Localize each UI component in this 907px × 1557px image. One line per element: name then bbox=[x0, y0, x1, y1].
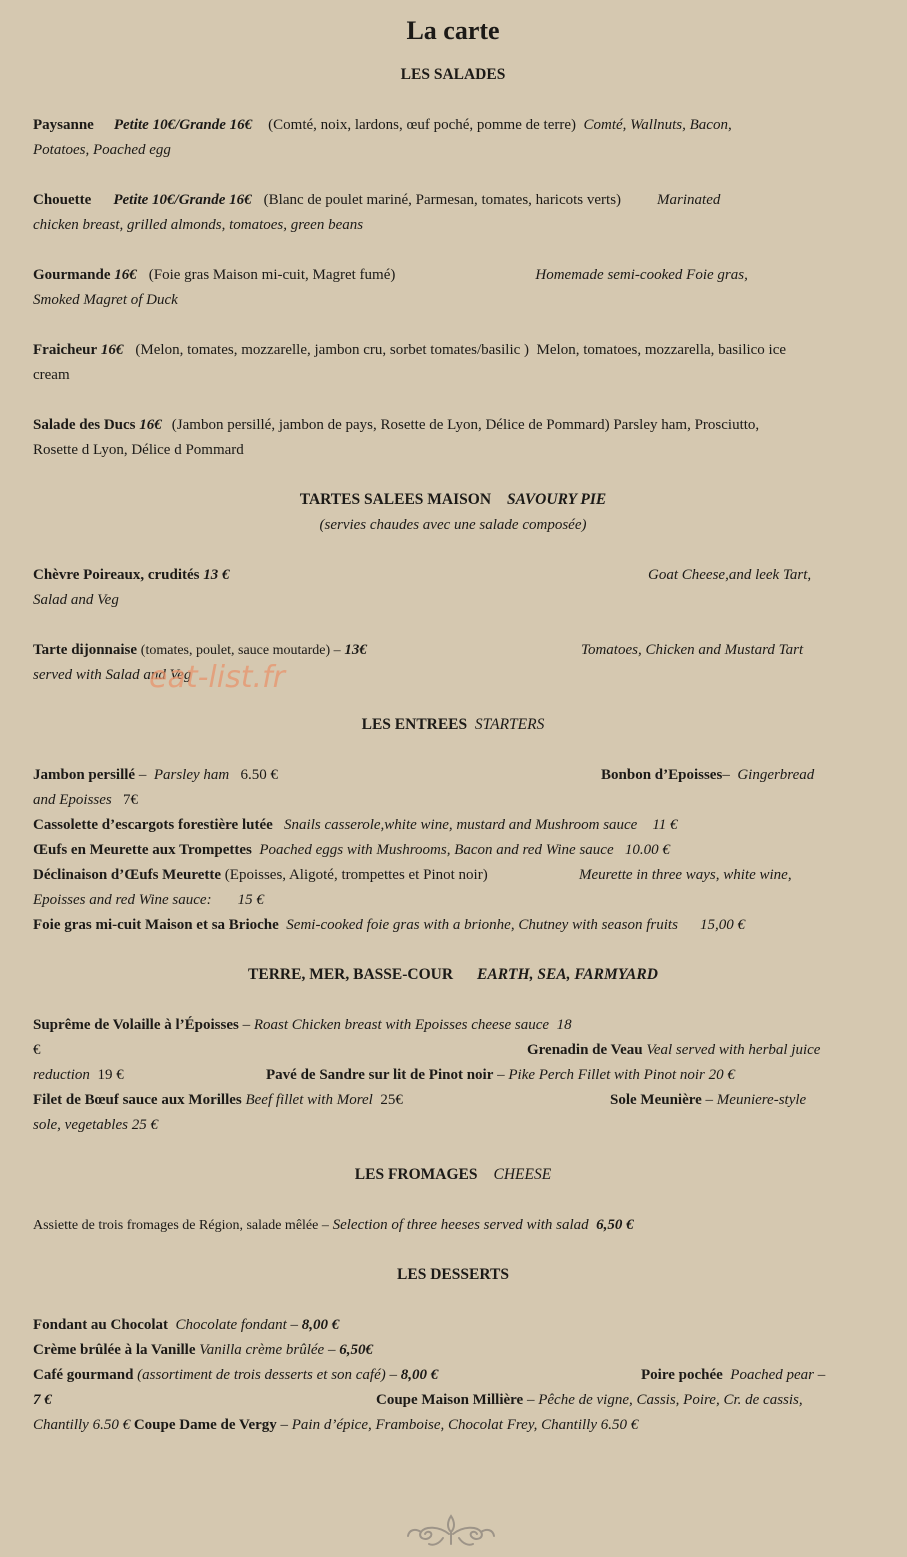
flourish-ornament-icon bbox=[405, 1510, 497, 1550]
menu-item-poire-pochee: Poire pochée Poached pear – bbox=[641, 1367, 826, 1383]
section-heading-tartes: TARTES SALEES MAISON SAVOURY PIE bbox=[299, 491, 607, 508]
menu-item-cafe-gourmand: Café gourmand (assortiment de trois desserts et son café) – 8,00 € Poire pochée Poached pear – bbox=[33, 1363, 868, 1388]
menu-item-line: and Epoisses 7€ bbox=[33, 792, 138, 808]
menu-item-coupe-dame-vergy: Chantilly 6.50 € Coupe Dame de Vergy – Pain d’épice, Framboise, Chocolat Frey, Chantilly 6.50 € bbox=[33, 1417, 639, 1433]
menu-item-creme-brulee: Crème brûlée à la Vanille Vanilla crème brûlée – 6,50€ bbox=[33, 1342, 373, 1358]
menu-item-pave-sandre: reduction 19 € Pavé de Sandre sur lit de Pinot noir – Pike Perch Fillet with Pinot noir 20 € bbox=[33, 1067, 735, 1083]
menu-item-paysanne: Paysanne Petite 10€/Grande 16€ (Comté, noix, lardons, œuf poché, pomme de terre) Comté, Wallnuts, Bacon, Potatoes, Poached egg bbox=[33, 117, 732, 158]
section-heading-entrees: LES ENTREES STARTERS bbox=[361, 716, 545, 733]
menu-item-foie-gras: Foie gras mi-cuit Maison et sa Brioche Semi-cooked foie gras with a brionhe, Chutney with season fruits 15,00 € bbox=[33, 917, 745, 933]
page-title: La carte bbox=[406, 16, 500, 45]
section-heading-salades: LES SALADES bbox=[400, 66, 506, 83]
section-heading-terre-mer: TERRE, MER, BASSE-COUR EARTH, SEA, FARMYARD bbox=[248, 966, 658, 983]
menu-item-cassolette: Cassolette d’escargots forestière lutée Snails casserole,white wine, mustard and Mushroom sauce 11 € bbox=[33, 817, 678, 833]
menu-item-oeufs-meurette: Œufs en Meurette aux Trompettes Poached eggs with Mushrooms, Bacon and red Wine sauce 10.00 € bbox=[33, 842, 670, 858]
menu-item-chevre-poireaux: Chèvre Poireaux, crudités 13 € Goat Cheese,and leek Tart, Salad and Veg bbox=[33, 567, 812, 608]
menu-item-jambon-persille: Jambon persillé – Parsley ham 6.50 € Bonbon d’Epoisses– Gingerbread bbox=[33, 763, 868, 788]
menu-item-coupe-milliere: 7 € Coupe Maison Millière – Pêche de vigne, Cassis, Poire, Cr. de cassis, bbox=[33, 1392, 803, 1408]
menu-item-line: Epoisses and red Wine sauce: 15 € bbox=[33, 892, 264, 908]
menu-item-supreme-volaille: Suprême de Volaille à l’Époisses – Roast Chicken breast with Epoisses cheese sauce 18 bbox=[33, 1017, 572, 1033]
watermark: eat-list.fr bbox=[149, 660, 285, 695]
menu-item-tarte-dijonnaise: Tarte dijonnaise (tomates, poulet, sauce moutarde) – 13€ Tomatoes, Chicken and Mustard Tart served with Salad and Veg bbox=[33, 642, 804, 683]
menu-item-filet-boeuf: Filet de Bœuf sauce aux Morilles Beef fillet with Morel 25€ Sole Meunière – Meuniere-style bbox=[33, 1088, 868, 1113]
menu-item-grenadin-veau: € Grenadin de Veau Veal served with herbal juice bbox=[33, 1042, 821, 1058]
menu-item-bonbon-epoisses: Bonbon d’Epoisses– Gingerbread bbox=[601, 767, 815, 783]
menu-item-chouette: Chouette Petite 10€/Grande 16€ (Blanc de poulet mariné, Parmesan, tomates, haricots verts) Marinated chicken breast, grilled almonds, tomatoes, green beans bbox=[33, 192, 721, 233]
section-heading-fromages: LES FROMAGES CHEESE bbox=[354, 1166, 552, 1183]
menu-item-gourmande: Gourmande 16€ (Foie gras Maison mi-cuit, Magret fumé) Homemade semi-cooked Foie gras, Smoked Magret of Duck bbox=[33, 267, 748, 308]
menu-item-salade-des-ducs: Salade des Ducs 16€ (Jambon persillé, jambon de pays, Rosette de Lyon, Délice de Pommard) Parsley ham, Prosciutto, Rosette d Lyon, Délice d Pommard bbox=[33, 417, 760, 458]
menu-item-fraicheur: Fraicheur 16€ (Melon, tomates, mozzarelle, jambon cru, sorbet tomates/basilic ) Melon, tomatoes, mozzarella, basilico ice cream bbox=[33, 342, 787, 383]
menu-item-fondant-chocolat: Fondant au Chocolat Chocolate fondant – 8,00 € bbox=[33, 1317, 340, 1333]
menu-item-assiette-fromages: Assiette de trois fromages de Région, salade mêlée – Selection of three heeses served with salad 6,50 € bbox=[33, 1217, 634, 1233]
menu-item-declinaison: Déclinaison d’Œufs Meurette (Epoisses, Aligoté, trompettes et Pinot noir) Meurette in three ways, white wine, bbox=[33, 867, 792, 883]
menu-item-sole-meuniere: Sole Meunière – Meuniere-style bbox=[610, 1092, 807, 1108]
section-note-tartes: (servies chaudes avec une salade composée) bbox=[319, 517, 587, 533]
section-heading-desserts: LES DESSERTS bbox=[397, 1266, 509, 1283]
menu-item-line: sole, vegetables 25 € bbox=[33, 1117, 158, 1133]
